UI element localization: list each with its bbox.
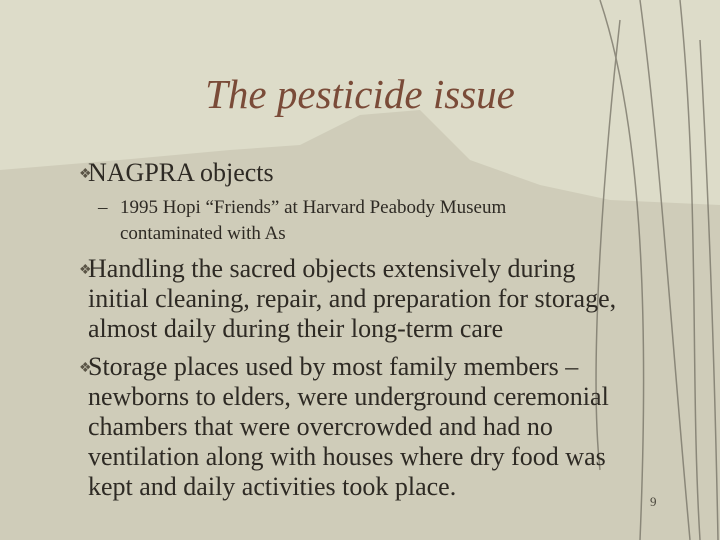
bullet-text: kept and daily activities took place. xyxy=(88,472,457,501)
bullet-text: NAGPRA objects xyxy=(88,158,274,187)
slide-title: The pesticide issue xyxy=(205,71,515,117)
bullet-text: Storage places used by most family members – xyxy=(88,352,579,381)
bullet-text: almost daily during their long-term care xyxy=(88,314,504,343)
page-number: 9 xyxy=(650,494,657,509)
diamond-bullet-icon: ❖ xyxy=(79,361,92,376)
bullet-text: Handling the sacred objects extensively during xyxy=(88,254,576,283)
bullet-text: chambers that were overcrowded and had no xyxy=(88,412,553,441)
sub-bullet-text: 1995 Hopi “Friends” at Harvard Peabody Museum xyxy=(120,197,507,218)
diamond-bullet-icon: ❖ xyxy=(79,167,92,182)
diamond-bullet-icon: ❖ xyxy=(79,263,92,278)
bullet-text: initial cleaning, repair, and preparation for storage, xyxy=(88,284,617,313)
bullet-text: ventilation along with houses where dry food was xyxy=(88,442,606,471)
bullet-text: newborns to elders, were underground ceremonial xyxy=(88,382,609,411)
sub-bullet-text: contaminated with As xyxy=(120,223,286,244)
dash-bullet-icon: – xyxy=(98,197,108,218)
